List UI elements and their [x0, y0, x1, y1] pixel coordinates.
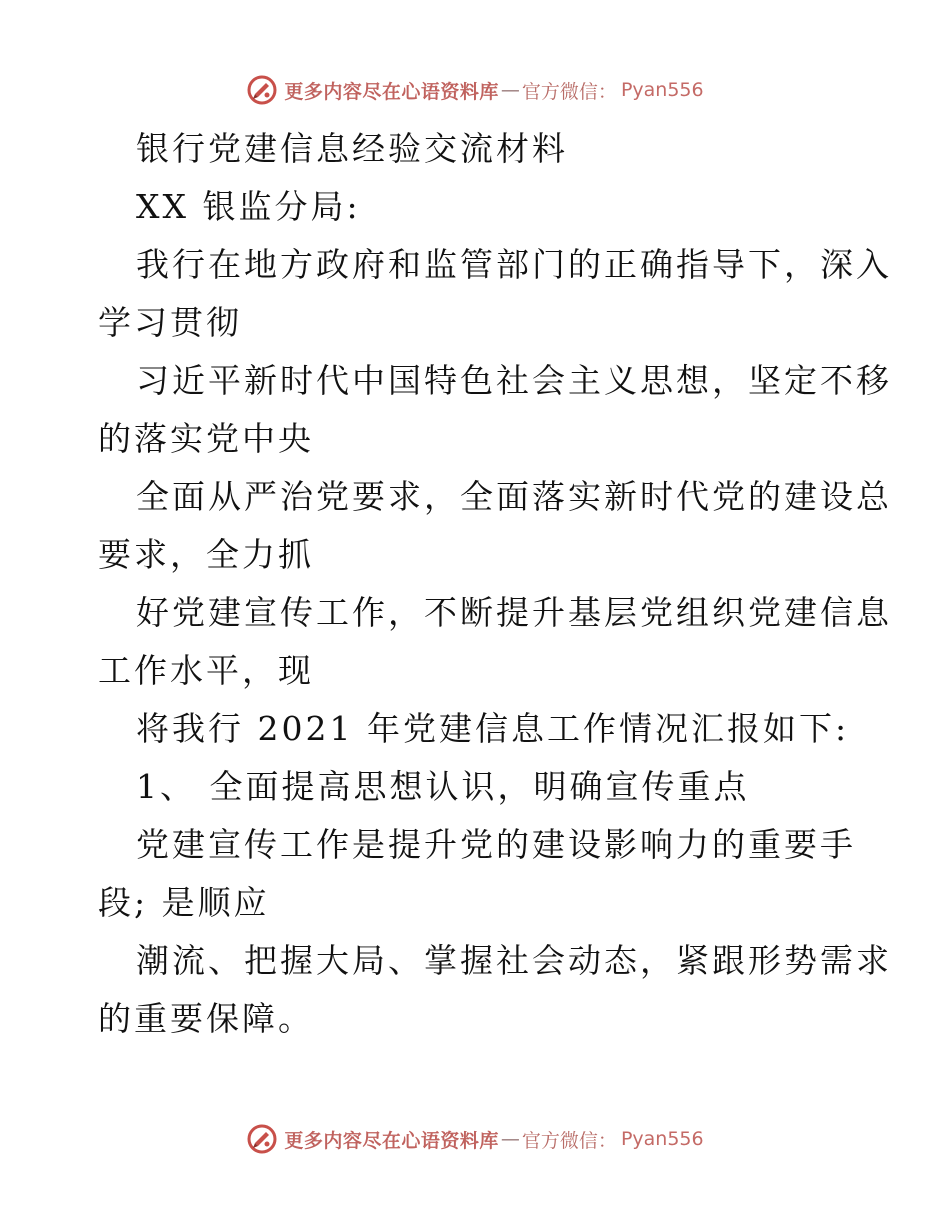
- watermark-wechat-label: 官方微信：: [521, 80, 617, 103]
- section-heading: 1、 全面提高思想认识，明确宣传重点: [136, 767, 750, 806]
- header-watermark-banner: [0, 70, 950, 110]
- watermark-separator: —: [500, 1128, 520, 1150]
- watermark-text: 更多内容尽在心语资料库: [284, 1129, 499, 1152]
- document-line: 党建宣传工作是提升党的建设影响力的重要手: [136, 825, 856, 864]
- watermark-wechat-label: 官方微信：: [521, 1129, 617, 1152]
- document-line: 习近平新时代中国特色社会主义思想，坚定不移: [136, 361, 892, 400]
- document-line: 段; 是顺应: [98, 883, 270, 922]
- document-line: 将我行 2021 年党建信息工作情况汇报如下:: [136, 709, 850, 748]
- document-line: 潮流、把握大局、掌握社会动态，紧跟形势需求: [136, 941, 892, 980]
- document-line: 我行在地方政府和监管部门的正确指导下，深入: [136, 245, 892, 284]
- watermark-text: 更多内容尽在心语资料库: [284, 80, 499, 103]
- document-body: [98, 120, 892, 1048]
- document-line: 工作水平，现: [98, 651, 314, 690]
- document-line: XX 银监分局:: [136, 187, 361, 226]
- document-line: 全面从严治党要求，全面落实新时代党的建设总: [136, 477, 892, 516]
- document-line: 要求，全力抓: [98, 535, 314, 574]
- watermark-separator: —: [500, 79, 520, 101]
- document-line: 的重要保障。: [98, 999, 314, 1038]
- watermark-wechat-id: Pyan556: [620, 79, 704, 101]
- document-title: 银行党建信息经验交流材料: [136, 129, 568, 168]
- document-line: 好党建宣传工作，不断提升基层党组织党建信息: [136, 593, 892, 632]
- pen-heart-logo-icon: [246, 1123, 278, 1155]
- footer-watermark-banner: [0, 1119, 950, 1159]
- watermark-wechat-id: Pyan556: [620, 1128, 704, 1150]
- document-line: 的落实党中央: [98, 419, 314, 458]
- pen-heart-logo-icon: [246, 74, 278, 106]
- document-line: 学习贯彻: [98, 303, 242, 342]
